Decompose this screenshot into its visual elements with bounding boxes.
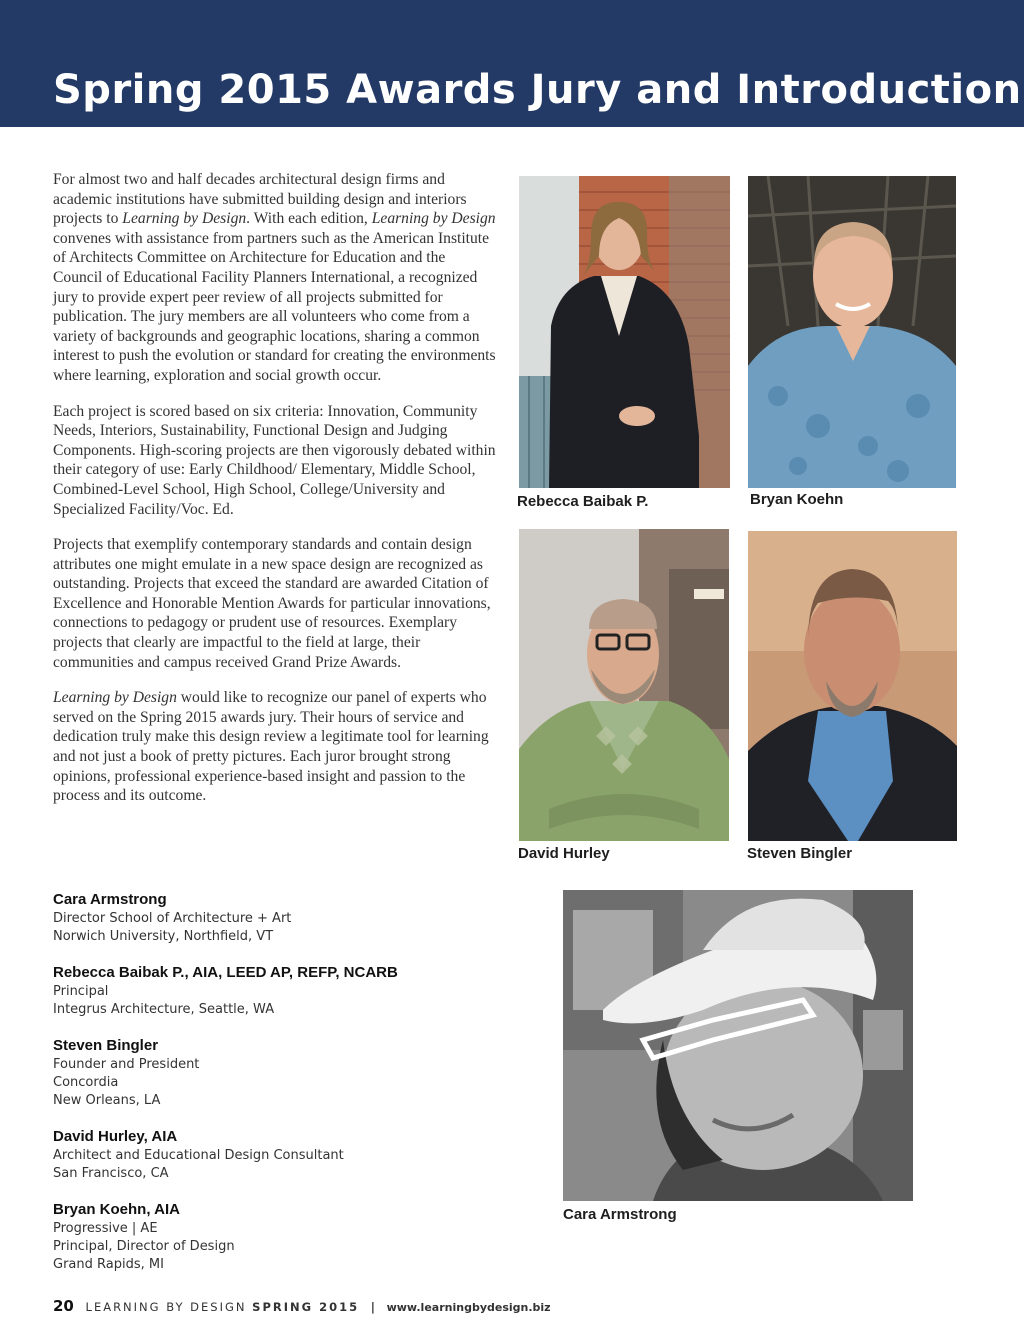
footer-separator: |: [370, 1300, 375, 1314]
juror-name: David Hurley, AIA: [53, 1128, 178, 1145]
juror-detail: Principal: [53, 984, 109, 999]
caption-steven-bingler: Steven Bingler: [747, 845, 853, 862]
juror-name: Rebecca Baibak P., AIA, LEED AP, REFP, NCARB: [53, 964, 398, 981]
juror-detail: Concordia: [53, 1075, 119, 1090]
juror-entry: [53, 890, 533, 946]
juror-roster: [53, 890, 533, 1291]
publication-name: Learning by Design: [53, 689, 177, 707]
portrait-woman-illustration: [563, 890, 913, 1201]
intro-paragraph-2: Each project is scored based on six criteria: Innovation, Community Needs, Interiors, Sustainability, Functional Design and Judging Components. High-scoring projects are then vigorously debated within their category of use: Early Childhood/ Elementary, Middle School, Combined-Level School, High School, College/University and Specialized Facility/Voc. Ed.: [53, 402, 496, 518]
caption-rebecca-baibak: Rebecca Baibak P.: [517, 493, 649, 510]
juror-detail: Architect and Educational Design Consultant: [53, 1148, 344, 1163]
intro-text-run: would like to recognize our panel of experts who served on the Spring 2015 awards jury. Their hours of service and dedication truly make this design review a legitimate tool for learning and not just a book of pretty pictures. Each juror brought strong opinions, professional experience-based insight and passion to the process and its outcome.: [53, 689, 489, 805]
juror-detail: San Francisco, CA: [53, 1166, 169, 1181]
juror-detail: Progressive | AE: [53, 1221, 158, 1236]
intro-text-run: convenes with assistance from partners such as the American Institute of Architects Committee on Architecture for Education and the Council of Educational Facility Planners International, a recognized jury to provide expert peer review of all projects submitted for publication. The jury members are all volunteers who come from a variety of backgrounds and geographic locations, sharing a common interest to push the evolution or standard for creating the environments where learning, exploration and social growth occur.: [53, 229, 496, 384]
juror-entry: [53, 1036, 533, 1110]
page-header: [0, 0, 1024, 127]
photo-david-hurley: [519, 529, 729, 841]
intro-text-run: For almost two and half decades architectural design firms and academic institutions have submitted building design and interiors projects to: [53, 171, 467, 228]
portrait-man-illustration: [748, 531, 957, 841]
caption-bryan-koehn: Bryan Koehn: [750, 491, 844, 508]
portrait-man-illustration: [748, 176, 956, 488]
photo-bryan-koehn: [748, 176, 956, 488]
juror-entry: [53, 1127, 533, 1183]
intro-text: [53, 170, 498, 822]
intro-paragraph-4: [53, 688, 498, 806]
juror-detail: Norwich University, Northfield, VT: [53, 929, 274, 944]
portrait-woman-illustration: [519, 176, 730, 488]
intro-text-run: . With each edition,: [246, 210, 372, 228]
juror-name: Cara Armstrong: [53, 891, 167, 908]
juror-entry: [53, 1200, 533, 1274]
juror-entry: [53, 963, 533, 1019]
caption-cara-armstrong: Cara Armstrong: [563, 1206, 677, 1223]
page-number: 20: [53, 1297, 74, 1315]
caption-david-hurley: David Hurley: [518, 845, 610, 862]
photo-steven-bingler: [748, 531, 957, 841]
juror-detail: Grand Rapids, MI: [53, 1257, 164, 1272]
publication-name: Learning by Design: [371, 210, 496, 228]
photo-cara-armstrong: [563, 890, 913, 1201]
juror-name: Bryan Koehn, AIA: [53, 1201, 180, 1218]
issue-label: SPRING 2015: [252, 1300, 360, 1314]
juror-detail: Founder and President: [53, 1057, 200, 1072]
juror-detail: Integrus Architecture, Seattle, WA: [53, 1002, 275, 1017]
juror-detail: Principal, Director of Design: [53, 1239, 235, 1254]
website-link[interactable]: www.learningbydesign.biz: [386, 1301, 551, 1314]
portrait-man-illustration: [519, 529, 729, 841]
intro-paragraph-1: [53, 170, 498, 386]
page-title: Spring 2015 Awards Jury and Introduction: [53, 67, 1022, 113]
publication-name: LEARNING BY DESIGN: [85, 1300, 247, 1314]
page-footer: [53, 1297, 551, 1315]
publication-name: Learning by Design: [122, 210, 247, 228]
intro-paragraph-3: Projects that exemplify contemporary standards and contain design attributes one might emulate in a new space design are recognized as outstanding. Projects that exceed the standard are awarded Citation of Excellence and Honorable Mention Awards for particular innovations, connections to pedagogy or prudent use of resources. Exemplary projects that clearly are impactful to the field at large, their communities and campus received Grand Prize Awards.: [53, 536, 491, 671]
juror-detail: Director School of Architecture + Art: [53, 911, 292, 926]
photo-rebecca-baibak: [519, 176, 730, 488]
juror-name: Steven Bingler: [53, 1037, 159, 1054]
juror-detail: New Orleans, LA: [53, 1093, 161, 1108]
